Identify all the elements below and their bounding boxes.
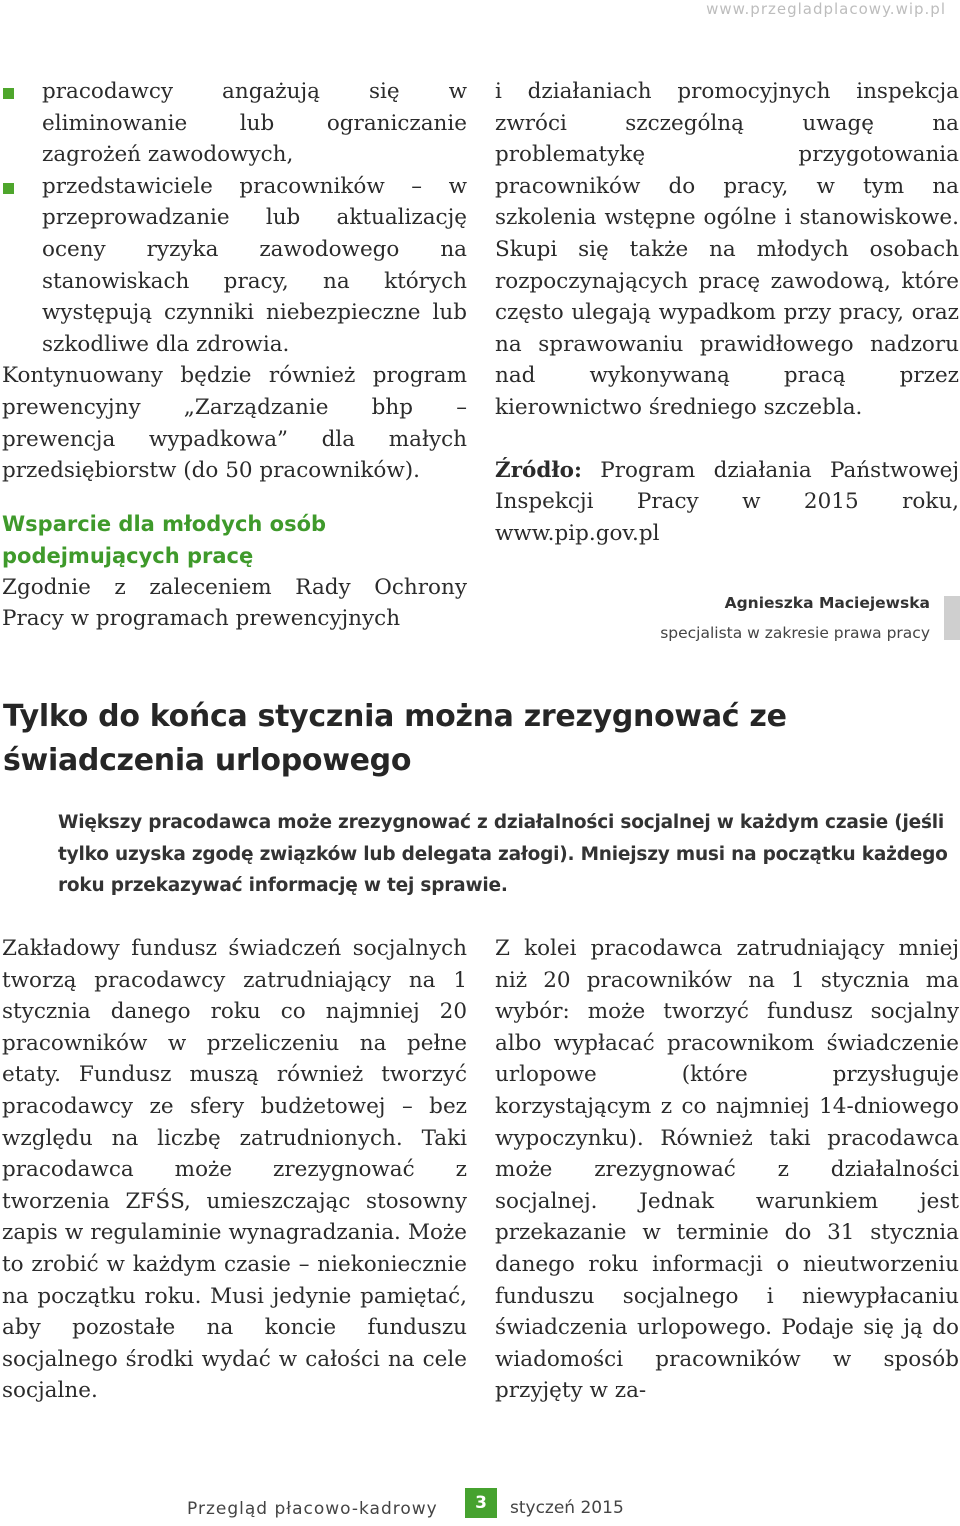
issue-date: styczeń 2015 (510, 1498, 624, 1518)
article-lead: Większy pracodawca może zrezygnować z działalności socjalnej w każdym czasie (jeśli tylko uzyska zgodę związków lub delegata załogi). Mniejszy musi na początku każdego roku przekazywać informację w tej sprawie. (58, 812, 948, 896)
page-footer (0, 1488, 960, 1524)
article-headline: Tylko do końca stycznia można zrezygnować ze świadczenia urlopowego (3, 699, 787, 778)
section-subheading: Wsparcie dla młodych osób podejmujących pracę (2, 511, 327, 568)
site-url: www.przegladplacowy.wip.pl (706, 0, 946, 18)
bullet-list (2, 76, 467, 360)
paragraph: Kontynuowany będzie również program prewencyjny „Zarządzanie bhp – prewencja wypadkowa” dla małych przedsiębiorstw (do 50 pracowników). (2, 363, 467, 484)
decorative-bar (944, 596, 960, 640)
paragraph: i działaniach promocyjnych inspekcja zwróci szczególną uwagę na problematykę przygotowania pracowników do pracy, w tym na szkolenia wstępne ogólne i stanowiskowe. Skupi się także na młodych osobach rozpoczynających pracę zawodową, które często ulegają wypadkom przy pracy, oraz na sprawowaniu prawidłowego nadzoru nad wykonywaną pracą przez kierownictwo średniego szczebla. (495, 79, 959, 420)
top-right-column (495, 76, 959, 549)
page-number: 3 (465, 1488, 497, 1518)
list-item: przedstawiciele pracowników – w przeprowadzanie lub aktualizację oceny ryzyka zawodowego na stanowiskach pracy, na których występują czynniki niebezpieczne lub szkodliwe dla zdrowia. (2, 171, 467, 361)
paragraph: Z kolei pracodawca zatrudniający mniej niż 20 pracowników na 1 stycznia ma wybór: może tworzyć fundusz socjalny albo wypłacać pracownikom świadczenie urlopowe (które przysługuje korzystającym z co najmniej 14-dniowego wypoczynku). Również taki pracodawca może zrezygnować z działalności socjalnej. Jednak warunkiem jest przekazanie w terminie do 31 stycznia danego roku informacji o nieutworzeniu funduszu socjalnego i niewypłacaniu świadczenia urlopowego. Podaje się ją do wiadomości pracowników w sposób przyjęty w za- (495, 936, 959, 1404)
article-left-column (2, 933, 467, 1407)
source-note (495, 455, 959, 550)
article-right-column (495, 933, 959, 1407)
source-label: Źródło: (495, 457, 582, 483)
author-block (660, 592, 930, 644)
paragraph: Zgodnie z zaleceniem Rady Ochrony Pracy w programach prewencyjnych (2, 574, 467, 632)
author-name: Agnieszka Maciejewska (724, 594, 930, 612)
top-left-column (2, 76, 467, 635)
source-text: Program działania Państwowej Inspekcji Pracy w 2015 roku, www.pip.gov.pl (495, 457, 959, 546)
paragraph: Zakładowy fundusz świadczeń socjalnych tworzą pracodawcy zatrudniający na 1 stycznia danego roku co najmniej 20 pracowników w przeliczeniu na pełne etaty. Fundusz muszą również tworzyć pracodawcy ze sfery budżetowej – bez względu na liczbę zatrudnionych. Taki pracodawca może zrezygnować z tworzenia ZFŚS, umieszczając stosowny zapis w regulaminie wynagradzania. Może to zrobić w każdym czasie – niekoniecznie na początku roku. Musi jedynie pamiętać, aby pozostałe na koncie funduszu socjalnego środki wydać w całości na cele socjalne. (2, 936, 467, 1404)
author-role: specjalista w zakresie prawa pracy (660, 624, 930, 642)
magazine-title: Przegląd płacowo-kadrowy (187, 1499, 438, 1519)
list-item: pracodawcy angażują się w eliminowanie lub ograniczanie zagrożeń zawodowych, (2, 76, 467, 171)
